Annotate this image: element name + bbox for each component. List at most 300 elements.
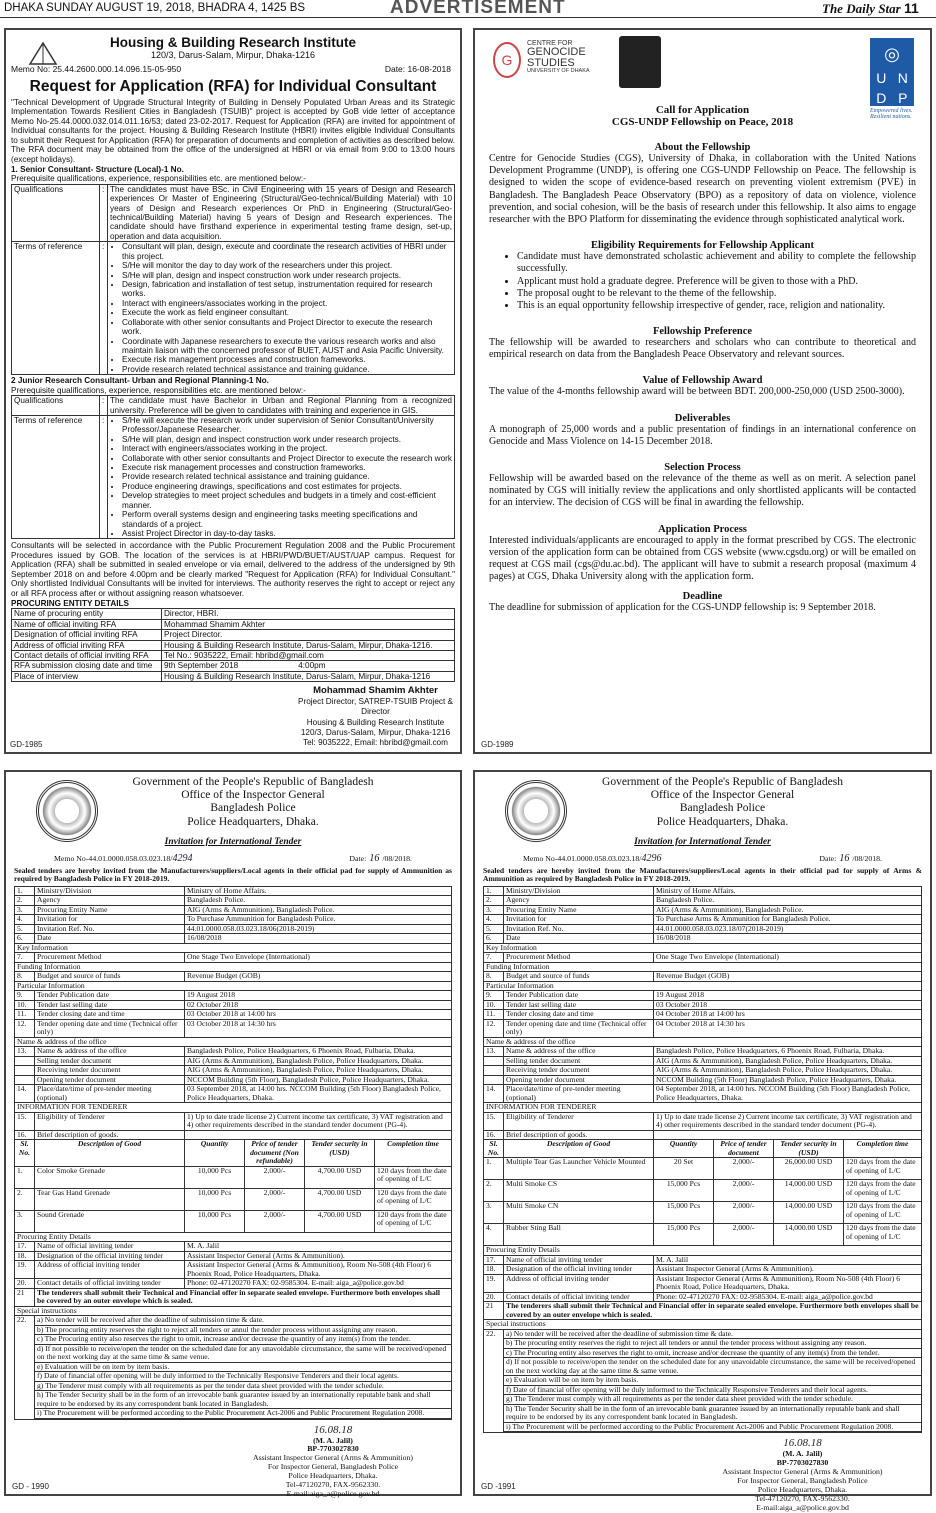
memo-number: Memo No-44.01.0000.058.03.023.18/ bbox=[54, 853, 173, 863]
pe-row bbox=[12, 651, 455, 661]
pe-value-text: Project Director. bbox=[164, 630, 223, 640]
hbri-pos1-table: Qualifications : The candidates must have BSc. in Civil Engineering with 15 years of Design and Research experiences Or Master of Engineering (Structural/Geo-technical/Building Material) with 10 years of Design and Research experiences Or PhD in Engineering (Structural/Geo-technical/Building Material) having 5 years of Design and Research experiences. The candidate should have firsthand experience in experimental testing frame design, set-up, operation and data acquisition. Terms of reference : • Consultant will plan, design, execute and coordinate the research activities of HBRI under this project. • S/He will monitor the day to day work of the researchers under this project. • S/He will plan, design and inspect construction work under research projects. • Design, fabrication and installation of test setup, instrumentation required for research works. • Interact with engineers/associates working in the project. • Execute the work as field engineer consultant. • Collaborate with other senior consultants and Project Director to execute the research work. • Coordinate with Japanese researchers to execute the various research works and also maintain liaison with the concerned professor of BUET, AUST and Asia Pacific University. • Execute risk management processes and construction frameworks. • Provide research related technical assistance and training guidance. bbox=[11, 184, 455, 375]
letterhead-line: Bangladesh Police bbox=[679, 802, 766, 815]
pe-value-text: Housing & Building Research Institute, Darus-Salam, Mirpur, Dhaka-1216. bbox=[164, 640, 433, 650]
tender-row bbox=[15, 896, 452, 906]
tender-row bbox=[15, 1047, 452, 1057]
special-item: f) Date of financial offer opening will be duly informed to the Technically Responsive Tenderers and their local agents. bbox=[35, 1372, 451, 1382]
row-value: AIG (Arms & Ammunition), Bangladesh Police. bbox=[185, 905, 452, 915]
pe-label: Name of official inviting RFA bbox=[12, 619, 162, 629]
goods-header-cell: Price of tender document bbox=[714, 1140, 774, 1158]
row-number: 15. bbox=[484, 1112, 504, 1130]
goods-cell: 2. bbox=[15, 1188, 35, 1210]
tender-row bbox=[484, 1047, 922, 1057]
section-heading: Name & address of the office bbox=[15, 1037, 452, 1047]
hbri-address: 120/3, Darus-Salam, Mirpur, Dhaka-1216 bbox=[150, 50, 316, 60]
tender-row bbox=[484, 953, 922, 963]
row-label: Receiving tender document bbox=[504, 1066, 654, 1076]
cgs-title-1: Call for Application bbox=[655, 104, 750, 116]
goods-cell: 15,000 Pcs bbox=[654, 1180, 714, 1202]
pe-value bbox=[162, 619, 455, 629]
row-label: Address of official inviting tender bbox=[504, 1274, 654, 1292]
date-label: Date: bbox=[819, 853, 837, 863]
row-value: AIG (Arms & Ammunition), Bangladesh Police, Police Headquarters, Dhaka. bbox=[654, 1056, 922, 1066]
section-heading: Special instructions bbox=[15, 1306, 452, 1316]
section-heading: INFORMATION FOR TENDERER bbox=[484, 1103, 922, 1113]
memo-handwritten: 4294 bbox=[172, 852, 193, 864]
header-dateline: DHAKA SUNDAY AUGUST 19, 2018, BHADRA 4, 1425 BS bbox=[4, 2, 306, 14]
row-number: 13. bbox=[484, 1047, 504, 1057]
section-heading: Particular Information bbox=[15, 981, 452, 991]
handwritten-signature: 16.08.18 bbox=[313, 1423, 353, 1436]
pe-row bbox=[12, 630, 455, 640]
hbri-pe-title: PROCURING ENTITY DETAILS bbox=[11, 598, 129, 608]
goods-cell: 4,700.00 USD bbox=[305, 1188, 375, 1210]
goods-cell: Multiple Tear Gas Launcher Vehicle Mounted bbox=[504, 1158, 654, 1180]
goods-cell: 1. bbox=[484, 1158, 504, 1180]
hbri-pos2-tor-list bbox=[110, 416, 452, 538]
special-row bbox=[15, 1316, 452, 1420]
special-item: g) The Tenderer must comply with all requirements as per the tender data sheet provided with the tender schedule. bbox=[35, 1382, 451, 1392]
hbri-sig-name: Mohammad Shamim Akhter bbox=[313, 685, 438, 697]
pe-label: Address of official inviting RFA bbox=[12, 640, 162, 650]
cgs-logo-mark: G bbox=[493, 42, 521, 78]
row-number: 10. bbox=[15, 1000, 35, 1010]
goods-row bbox=[15, 1210, 452, 1232]
sig-line: 120/3, Darus-Salam, Mirpur, Dhaka-1216 bbox=[300, 727, 451, 737]
memo-row bbox=[523, 853, 922, 865]
row-value: 03 September 2018, at 14:00 hrs. NCCOM Building (5th Floor) Bangladesh Police, Police Headquarters, Dhaka. bbox=[185, 1085, 452, 1103]
page-header bbox=[0, 0, 936, 18]
hbri-logo-icon bbox=[28, 40, 58, 66]
row-value: Bangladesh Police, Police Headquarters, 6 Phoenix Road, Fulbaria, Dhaka. bbox=[654, 1047, 922, 1057]
pe-value bbox=[162, 671, 455, 681]
row-number: 8. bbox=[15, 972, 35, 982]
letterhead-line: Police Headquarters, Dhaka. bbox=[656, 815, 789, 828]
goods-row bbox=[15, 1166, 452, 1188]
goods-cell: 1. bbox=[15, 1166, 35, 1188]
tender-row bbox=[484, 1265, 922, 1275]
pe-value-text: Housing & Building Research Institute, Darus-Salam, Mirpur, Dhaka-1216 bbox=[164, 671, 431, 681]
row-value: 44.01.0000.058.03.023.18/06(2018-2019) bbox=[185, 924, 452, 934]
goods-cell: 10,000 Pcs bbox=[185, 1210, 245, 1232]
tor-item: • S/He will plan, design and inspect construction work under research projects. bbox=[122, 435, 452, 444]
sig-line: Project Director, SATREP-TSUIB Project & bbox=[298, 697, 453, 707]
goods-header-row bbox=[15, 1140, 452, 1167]
memo-handwritten: 4296 bbox=[641, 852, 662, 864]
row-value: Bangladesh Police. bbox=[654, 896, 922, 906]
row-number: 15. bbox=[15, 1112, 35, 1130]
tender-row bbox=[484, 991, 922, 1001]
goods-row bbox=[484, 1180, 922, 1202]
handwritten-signature: 16.08.18 bbox=[783, 1437, 822, 1450]
row-number: 22. bbox=[15, 1316, 35, 1420]
undp-letter-u: U bbox=[876, 70, 887, 86]
goods-cell: 15,000 Pcs bbox=[654, 1224, 714, 1246]
section-heading: Procuring Entity Details bbox=[15, 1232, 452, 1242]
tender-row bbox=[484, 1274, 922, 1292]
row-number: 20. bbox=[15, 1279, 35, 1289]
memo-date bbox=[819, 853, 882, 864]
goods-cell: 2,000/- bbox=[714, 1180, 774, 1202]
cgs-logo-line2: GENOCIDE bbox=[527, 46, 586, 58]
tor-item: • S/He will monitor the day to day work of the researchers under this project. bbox=[122, 261, 452, 270]
row-value: 03 October 2018 bbox=[654, 1000, 922, 1010]
pe-value-text: 9th September 2018 bbox=[164, 661, 239, 671]
cgs-s2-title: Eligibility Requirements for Fellowship Applicant bbox=[590, 240, 815, 252]
row-number: 8. bbox=[484, 972, 504, 982]
cgs-logo-line3: STUDIES bbox=[527, 57, 575, 69]
row-label: Receiving tender document bbox=[35, 1066, 185, 1076]
row-number: 1. bbox=[15, 886, 35, 896]
row-number: 7. bbox=[484, 953, 504, 963]
row-value: Ministry of Home Affairs. bbox=[654, 886, 922, 896]
memo-number: Memo No-44.01.0000.058.03.023.18/ bbox=[523, 853, 642, 863]
row-number: 4. bbox=[484, 915, 504, 925]
tor-item: • Provide research related technical assistance and training guidance. bbox=[122, 365, 452, 374]
cgs-s8-text: The deadline for submission of application for the CGS-UNDP fellowship is: 9 September 2018. bbox=[489, 602, 876, 614]
row-label: Eligibility of Tenderer bbox=[35, 1112, 185, 1130]
row-label: Opening tender document bbox=[35, 1075, 185, 1085]
hbri-pos1-qual: The candidates must have BSc. in Civil Engineering with 15 years of Design and Research experiences Or Master of Engineering (Structural/Geo-technical/Building Material) with 10 years of Design and Research experiences Or PhD in Engineering (Structural/Geo-technical/Building Material) having 5 years of Design and Research experiences. The candidate should have firsthand experience in experimental testing frame design, set-up, operation and data acquisition. bbox=[108, 184, 455, 242]
signature-line: Police Headquarters, Dhaka. bbox=[757, 1484, 848, 1494]
special-list bbox=[35, 1316, 452, 1420]
goods-cell: 2,000/- bbox=[245, 1210, 305, 1232]
cgs-s5-text: A monograph of 25,000 words and a public presentation of findings in an international conference on Genocide and Mass Violence on 14-15 December 2018. bbox=[489, 423, 916, 447]
goods-cell: 2,000/- bbox=[714, 1158, 774, 1180]
tender-table bbox=[14, 886, 452, 1420]
row-value: Bangladesh Police. bbox=[185, 896, 452, 906]
tender-title: Invitation for International Tender bbox=[634, 836, 771, 847]
row-number bbox=[484, 1056, 504, 1066]
goods-row bbox=[484, 1224, 922, 1246]
row-value: 02 October 2018 bbox=[185, 1000, 452, 1010]
letterhead-line: Bangladesh Police bbox=[210, 802, 296, 815]
police-letterhead bbox=[54, 776, 452, 829]
cgs-eligibility-list bbox=[489, 251, 916, 312]
row-value: One Stage Two Envelope (International) bbox=[185, 953, 452, 963]
hbri-memo: Memo No: 25.44.2600.000.14.096.15-05-950 bbox=[11, 64, 182, 74]
goods-cell: Rubber Sting Ball bbox=[504, 1224, 654, 1246]
undp-tagline-1: Empowered lives. bbox=[870, 108, 913, 114]
row-value: 44.01.0000.058.03.023.18/07(2018-2019) bbox=[654, 924, 922, 934]
goods-cell: 20 Set bbox=[654, 1158, 714, 1180]
row-number bbox=[15, 1056, 35, 1066]
goods-cell: 26,000.00 USD bbox=[774, 1158, 844, 1180]
row-label: Agency bbox=[35, 896, 185, 906]
goods-cell: 2,000/- bbox=[245, 1188, 305, 1210]
row-label: Brief description of goods. bbox=[504, 1130, 654, 1140]
tor-item: • Execute the work as field engineer consultant. bbox=[122, 308, 452, 317]
row-number: 22. bbox=[484, 1329, 504, 1433]
header-section-title: ADVERTISEMENT bbox=[390, 0, 566, 18]
hbri-logo bbox=[28, 40, 58, 66]
pe-row bbox=[12, 671, 455, 681]
hbri-pos2-prereq: Prerequisite qualifications, experience, responsibilities etc. are mentioned below:- bbox=[11, 385, 306, 395]
pe-row bbox=[12, 609, 455, 619]
row-number: 21 bbox=[15, 1288, 35, 1306]
row-label: Eligibility of Tenderer bbox=[504, 1112, 654, 1130]
goods-cell: 15,000 Pcs bbox=[654, 1202, 714, 1224]
special-item: d) If not possible to receive/open the tender on the scheduled date for any unavoidable circumstance, the same will be received/opened on the next working day at the same time & same venue. bbox=[35, 1345, 451, 1363]
row-number: 9. bbox=[15, 991, 35, 1001]
section-heading: Particular Information bbox=[484, 981, 922, 991]
goods-row bbox=[484, 1202, 922, 1224]
row-value: M. A. Jalil bbox=[654, 1255, 922, 1265]
tor-item: • Execute risk management processes and construction frameworks. bbox=[122, 355, 452, 364]
pe-row bbox=[12, 640, 455, 650]
cgs-s3-text: The fellowship will be awarded to researchers and scholars who can contribute to theoretical and empirical research on data from the Bangladesh Peace Observatory and relevant sources. bbox=[489, 337, 916, 361]
sig-line: Housing & Building Research Institute bbox=[306, 717, 445, 727]
eligibility-item: • The proposal ought to be relevant to the theme of the fellowship. bbox=[517, 288, 916, 300]
row-value: Bangladesh Police, Police Headquarters, 6 Phoenix Road, Fulbaria, Dhaka. bbox=[185, 1047, 452, 1057]
goods-header-cell: Quantity bbox=[185, 1140, 245, 1167]
section-heading: Name & address of the office bbox=[484, 1037, 922, 1047]
tender-row bbox=[15, 924, 452, 934]
row-value: The tenderers shall submit their Technical and Financial offer in separate sealed envelope. Furthermore both envelopes shall be covered by an outer envelope which is sealed. bbox=[35, 1288, 452, 1306]
special-list bbox=[504, 1329, 922, 1433]
hbri-pos2-tor-label: Terms of reference bbox=[12, 415, 100, 538]
special-item: e) Evaluation will be on item by item basis. bbox=[35, 1363, 451, 1373]
goods-cell: 120 days from the date of opening of L/C bbox=[844, 1224, 922, 1246]
sig-line: Director bbox=[361, 707, 390, 717]
special-item: i) The Procurement will be performed according to the Public Procurement Act-2006 and Public Procurement Regulation 2008. bbox=[35, 1409, 451, 1419]
row-value: Revenue Budget (GOB) bbox=[654, 972, 922, 982]
cgs-title-2: CGS-UNDP Fellowship on Peace, 2018 bbox=[611, 116, 794, 128]
cgs-s1-title: About the Fellowship bbox=[654, 142, 751, 153]
row-value: To Purchase Ammunition for Bangladesh Police. bbox=[185, 915, 452, 925]
tender-row bbox=[15, 1112, 452, 1130]
tender-row bbox=[15, 1288, 452, 1306]
goods-cell: Tear Gas Hand Grenade bbox=[35, 1188, 185, 1210]
letterhead-line: Office of the Inspector General bbox=[650, 789, 795, 802]
pe-value bbox=[162, 651, 455, 661]
row-label: Brief description of goods. bbox=[35, 1130, 185, 1140]
special-row bbox=[484, 1329, 922, 1433]
row-value: NCCOM Building (5th Floor) Bangladesh Police, Police Headquarters, Dhaka. bbox=[654, 1075, 922, 1085]
row-value: One Stage Two Envelope (International) bbox=[654, 953, 922, 963]
row-number: 18. bbox=[15, 1251, 35, 1261]
pe-value-text: Mohammad Shamim Akhter bbox=[164, 619, 266, 629]
row-number bbox=[484, 1066, 504, 1076]
row-number: 6. bbox=[484, 934, 504, 944]
goods-cell: 2,000/- bbox=[714, 1224, 774, 1246]
goods-cell: 4,700.00 USD bbox=[305, 1166, 375, 1188]
eligibility-item: • Applicant must hold a graduate degree. Preference will be given to those with a PhD. bbox=[517, 276, 916, 288]
row-number: 14. bbox=[15, 1085, 35, 1103]
special-item: i) The Procurement will be performed according to the Public Procurement Act-2006 and Public Procurement Regulation 2008. bbox=[504, 1423, 921, 1433]
date-handwritten: 16 bbox=[839, 852, 850, 864]
section-heading: Key Information bbox=[484, 943, 922, 953]
goods-cell: 120 days from the date of opening of L/C bbox=[844, 1202, 922, 1224]
row-value: AIG (Arms & Ammunition), Bangladesh Police. bbox=[654, 905, 922, 915]
row-number: 3. bbox=[15, 905, 35, 915]
row-label: Tender closing date and time bbox=[35, 1010, 185, 1020]
row-value: 16/08/2018 bbox=[185, 934, 452, 944]
row-number bbox=[15, 1066, 35, 1076]
signature-line: E-mail:aiga_a@police.gov.bd bbox=[286, 1489, 380, 1499]
goods-row bbox=[15, 1188, 452, 1210]
row-value: Assistant Inspector General (Arms & Ammunition). bbox=[654, 1265, 922, 1275]
row-number: 19. bbox=[484, 1274, 504, 1292]
row-value: 19 August 2018 bbox=[185, 991, 452, 1001]
cgs-s8-title: Deadline bbox=[682, 591, 723, 603]
pe-label: Designation of official inviting RFA bbox=[12, 630, 162, 640]
row-number: 2. bbox=[15, 896, 35, 906]
row-label: Opening tender document bbox=[504, 1075, 654, 1085]
cgs-s4-title: Value of Fellowship Award bbox=[642, 375, 763, 387]
goods-header-cell: Tender security in (USD) bbox=[774, 1140, 844, 1158]
goods-header-cell: Price of tender document (Non refundable) bbox=[245, 1140, 305, 1167]
row-label: Tender opening date and time (Technical offer only) bbox=[35, 1019, 185, 1037]
signature-line: Tel-47120270, FAX-9562330. bbox=[755, 1493, 850, 1503]
signature-line: BP-7703027830 bbox=[776, 1457, 829, 1467]
tender-row bbox=[15, 1242, 452, 1252]
row-number: 16. bbox=[484, 1130, 504, 1140]
tender-row bbox=[15, 1279, 452, 1289]
cgs-s6-title: Selection Process bbox=[664, 462, 741, 473]
section-heading: Key Information bbox=[15, 943, 452, 953]
hbri-pos1-tor-label: Terms of reference bbox=[12, 242, 100, 375]
police-emblem-icon bbox=[505, 780, 567, 842]
row-number: 12. bbox=[484, 1019, 504, 1037]
hbri-pos1-tor-list bbox=[110, 242, 452, 374]
tender-row bbox=[15, 934, 452, 944]
row-label: Agency bbox=[504, 896, 654, 906]
cgs-gd: GD-1989 bbox=[481, 740, 514, 749]
hbri-pos2-table: Qualifications : The candidate must have Bachelor in Urban and Regional Planning from a recognized university. Preference will be given to candidates with training and experience in GIS. Terms of reference : • S/He will execute the research work under supervision of Senior Consultant/University Professor/Japanese Researcher. • S/He will plan, design and inspect construction work under research projects. • Interact with engineers/associates working in the project. • Collaborate with other senior consultants and Project Director to execute the research work • Execute risk management processes and construction frameworks. • Provide research related technical assistance and training guidance. • Produce engineering drawings, specifications and cost estimates for projects. • Develop strategies to meet project schedules and budgets in a timely and cost-efficient manner. • Perform overall systems design and engineering tasks meeting specifications and standards of a project. • Assist Project Director in day-to-day tasks. bbox=[11, 395, 455, 539]
special-item: e) Evaluation will be on item by item basis. bbox=[504, 1376, 921, 1386]
row-number: 19. bbox=[15, 1261, 35, 1279]
section-row bbox=[484, 1320, 922, 1330]
row-number: 7. bbox=[15, 953, 35, 963]
goods-cell: 4,700.00 USD bbox=[305, 1210, 375, 1232]
section-row bbox=[15, 1103, 452, 1113]
row-label: Contact details of official inviting tender bbox=[35, 1279, 185, 1289]
section-row bbox=[484, 1103, 922, 1113]
goods-header-row bbox=[484, 1140, 922, 1158]
row-label: Designation of the official inviting tender bbox=[504, 1265, 654, 1275]
goods-cell: 120 days from the date of opening of L/C bbox=[375, 1188, 452, 1210]
date-rest: /08/2018. bbox=[852, 853, 882, 863]
tender-row bbox=[484, 1010, 922, 1020]
goods-row bbox=[484, 1158, 922, 1180]
signature-line: Assistant Inspector General (Arms & Ammunition) bbox=[722, 1466, 883, 1476]
row-number: 4. bbox=[15, 915, 35, 925]
tor-item: • S/He will execute the research work under supervision of Senior Consultant/University Professor/Japanese Researcher. bbox=[122, 416, 452, 435]
letterhead-line: Government of the People's Republic of Bangladesh bbox=[602, 776, 843, 788]
pe-label: Name of procuring entity bbox=[12, 609, 162, 619]
row-label: Tender last selling date bbox=[504, 1000, 654, 1010]
tender-row bbox=[484, 934, 922, 944]
tor-item: • Produce engineering drawings, specifications and cost estimates for projects. bbox=[122, 482, 452, 491]
hbri-pos1-title: 1. Senior Consultant- Structure (Local)-1 No. bbox=[11, 164, 184, 174]
police-tender-2-advertisement bbox=[473, 770, 932, 1512]
tender-row bbox=[484, 1085, 922, 1103]
row-label: Tender Publication date bbox=[504, 991, 654, 1001]
signature-line: For Inspector General, Bangladesh Police bbox=[267, 1462, 399, 1472]
tender-row bbox=[15, 991, 452, 1001]
hbri-signature bbox=[296, 685, 455, 748]
goods-cell: Color Smoke Grenade bbox=[35, 1166, 185, 1188]
row-label: Name & address of the office bbox=[35, 1047, 185, 1057]
police-gd: GD -1991 bbox=[481, 1482, 516, 1491]
tender-intro: Sealed tenders are hereby invited from the Manufacturers/suppliers/Local agents in their official pad for supply of Arms & Ammunition as required by Bangladesh Police in FY 2018-2019. bbox=[483, 865, 922, 884]
hbri-sig-lines bbox=[296, 697, 455, 748]
hbri-pos1-qual-label: Qualifications bbox=[12, 184, 100, 242]
police-tender-1-advertisement bbox=[4, 770, 462, 1499]
page-number: 11 bbox=[904, 0, 919, 16]
row-number: 14. bbox=[484, 1085, 504, 1103]
row-label: Address of official inviting tender bbox=[35, 1261, 185, 1279]
goods-cell: 14,000.00 USD bbox=[774, 1224, 844, 1246]
row-number: 6. bbox=[15, 934, 35, 944]
signature-line: For Inspector General, Bangladesh Police bbox=[737, 1475, 868, 1485]
police-emblem-icon bbox=[36, 780, 98, 842]
undp-letter-n: N bbox=[897, 70, 908, 86]
row-number: 16. bbox=[15, 1130, 35, 1140]
goods-cell: Multi Smoke CN bbox=[504, 1202, 654, 1224]
tender-title: Invitation for International Tender bbox=[164, 836, 302, 847]
signature-line: Tel-47120270, FAX-9562330. bbox=[285, 1480, 381, 1490]
tor-item: • Interact with engineers/associates working in the project. bbox=[122, 299, 452, 308]
goods-cell: 3. bbox=[484, 1202, 504, 1224]
cgs-logo-line4: UNIVERSITY OF DHAKA bbox=[527, 68, 590, 74]
row-number: 21 bbox=[484, 1302, 504, 1320]
date-handwritten: 16 bbox=[369, 852, 380, 864]
tor-item: • Execute risk management processes and construction frameworks. bbox=[122, 463, 452, 472]
goods-cell: 120 days from the date of opening of L/C bbox=[375, 1166, 452, 1188]
tor-item: • Interact with engineers/associates working in the project. bbox=[122, 444, 452, 453]
row-number: 17. bbox=[15, 1242, 35, 1252]
row-value: AIG (Arms & Ammunition), Bangladesh Police, Police Headquarters, Dhaka. bbox=[185, 1056, 452, 1066]
row-value: Revenue Budget (GOB) bbox=[185, 972, 452, 982]
row-value: Assistant Inspector General (Arms & Ammunition), Room No-508 (4th Floor) 6 Phoenix Road, Police Headquarters, Dhaka. bbox=[654, 1274, 922, 1292]
tor-item: • Collaborate with other senior consultants and Project Director to execute the research work bbox=[122, 454, 452, 463]
tender-row bbox=[484, 972, 922, 982]
tender-row bbox=[15, 1085, 452, 1103]
tor-item: • Develop strategies to meet project schedules and budgets in a timely and cost-efficient manner. bbox=[122, 491, 452, 510]
tender-row bbox=[484, 1302, 922, 1320]
hbri-pos2-qual: The candidate must have Bachelor in Urban and Regional Planning from a recognized university. Preference will be given to candidates with training and experience in GIS. bbox=[108, 396, 455, 416]
memo-date bbox=[349, 853, 412, 864]
row-label: Budget and source of funds bbox=[35, 972, 185, 982]
row-value: 1) Up to date trade license 2) Current income tax certificate, 3) VAT registration and 4) other requirements described in the standard tender document (PG-4). bbox=[654, 1112, 922, 1130]
goods-header-cell: Sl. No. bbox=[484, 1140, 504, 1158]
section-heading: Funding Information bbox=[484, 962, 922, 972]
row-label: Procurement Method bbox=[504, 953, 654, 963]
undp-tagline-2: Resilient nations. bbox=[870, 114, 912, 120]
pe-row bbox=[12, 619, 455, 629]
undp-logo bbox=[870, 38, 914, 120]
row-label: Selling tender document bbox=[35, 1056, 185, 1066]
special-item: f) Date of financial offer opening will be duly informed to the Technically Responsive Tenderers and their local agents. bbox=[504, 1386, 921, 1396]
tor-item: • S/He will plan, design and inspect construction work under research projects. bbox=[122, 271, 452, 280]
goods-header-cell: Quantity bbox=[654, 1140, 714, 1158]
special-item: b) The procuring entity reserves the right to reject all tenders or annul the tender process without assigning any reason. bbox=[504, 1339, 921, 1349]
row-value: 03 October 2018 at 14:00 hrs bbox=[185, 1010, 452, 1020]
row-number: 12. bbox=[15, 1019, 35, 1037]
goods-header-cell: Sl. No. bbox=[15, 1140, 35, 1167]
un-emblem-icon: ◎ bbox=[884, 44, 900, 64]
goods-cell: 120 days from the date of opening of L/C bbox=[844, 1180, 922, 1202]
goods-cell: 2,000/- bbox=[245, 1166, 305, 1188]
tender-row bbox=[15, 1066, 452, 1076]
cgs-s1-text: Centre for Genocide Studies (CGS), University of Dhaka, in collaboration with the United Nations Development Programme (UNDP), is offering one CGS-UNDP Fellowship on Peace. The fellowship is designed to widen the scope of evidence-based research on preventing violent extremism (PVE) in Bangladesh. The Bangladesh Peace Observatory (BPO) as a repository of data on violence, violence prevention, and social cohesion, will be the basis of research under this fellowship. It also aims to engage researcher with the BPO Platform for disseminating the evidence through sophisticated analytical work. bbox=[489, 153, 916, 225]
hbri-date: Date: 16-08-2018 bbox=[384, 64, 451, 74]
tender-row bbox=[15, 1261, 452, 1279]
letterhead-line: Office of the Inspector General bbox=[181, 789, 325, 802]
